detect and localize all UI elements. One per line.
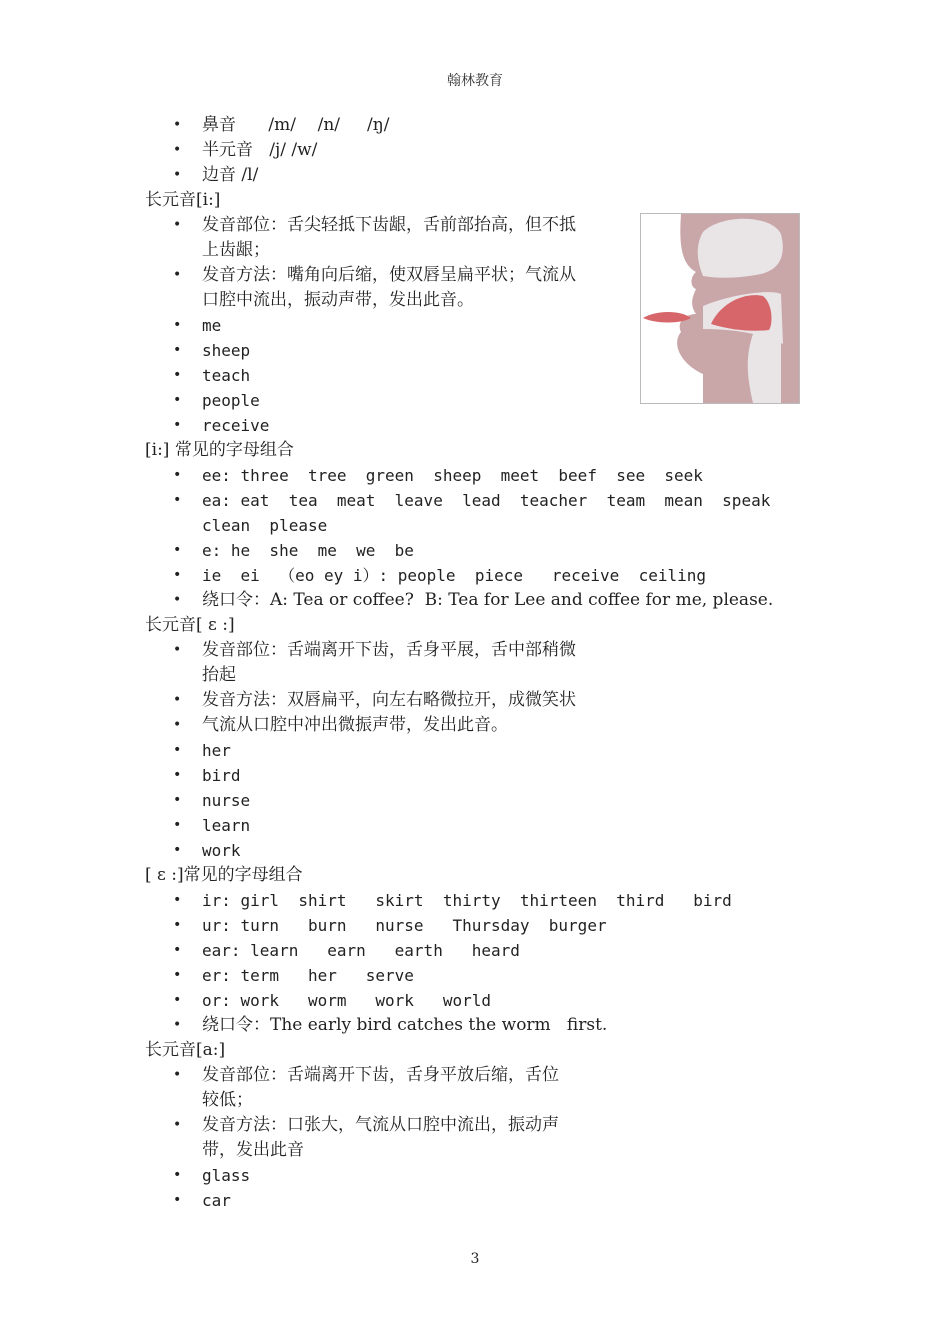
list-item: • ear: learn earn earth heard (145, 938, 825, 963)
list-item: • e: he she me we be (145, 538, 825, 563)
list-item: • er: term her serve (145, 963, 825, 988)
section-heading: [i:] 常见的字母组合 (145, 440, 294, 460)
list-item: • teach (145, 363, 825, 388)
list-item: • 发音方法：双唇扁平，向左右略微拉开，成微笑状 (145, 688, 825, 713)
list-item: • bird (145, 763, 825, 788)
list-item: • 半元音 /j/ /w/ (145, 138, 825, 163)
list-item: • her (145, 738, 825, 763)
list-item-continuation: 口腔中流出，振动声带，发出此音。 (202, 290, 474, 310)
list-item-continuation: 抬起 (202, 665, 236, 685)
list-item: • car (145, 1188, 825, 1213)
list-item: • glass (145, 1163, 825, 1188)
list-item: • 鼻音 /m/ /n/ /ŋ/ (145, 113, 825, 138)
list-item-continuation: 带，发出此音 (202, 1140, 304, 1160)
mouth-diagram-figure (640, 213, 800, 404)
list-item: • sheep (145, 338, 825, 363)
page-number: 3 (470, 1251, 480, 1267)
list-item: • 绕口令：The early bird catches the worm first. (145, 1013, 825, 1038)
list-item: • ea: eat tea meat leave lead teacher team mean speak (145, 488, 825, 513)
section-heading: 长元音[ ɛ :] (145, 615, 235, 635)
section-heading: 长元音[a:] (145, 1040, 226, 1060)
section-heading: [ ɛ :]常见的字母组合 (145, 865, 303, 885)
section-heading: 长元音[i:] (145, 190, 221, 210)
list-item: • ur: turn burn nurse Thursday burger (145, 913, 825, 938)
list-item: • ir: girl shirt skirt thirty thirteen third bird (145, 888, 825, 913)
list-item: • 发音部位：舌端离开下齿，舌身平放后缩，舌位 (145, 1063, 825, 1088)
list-item: • 发音部位：舌尖轻抵下齿龈，舌前部抬高，但不抵 (145, 213, 825, 238)
page-header: 翰林教育 (447, 73, 503, 89)
list-item: • 绕口令：A: Tea or coffee? B: Tea for Lee and coffee for me, please. (145, 588, 825, 613)
list-item: • learn (145, 813, 825, 838)
list-item-continuation: 上齿龈； (202, 240, 270, 260)
list-item: • 边音 /l/ (145, 163, 825, 188)
list-item: • or: work worm work world (145, 988, 825, 1013)
mouth-cross-section-icon (641, 214, 799, 403)
list-item: • ie ei （eo ey i）: people piece receive ceiling (145, 563, 825, 588)
list-item: • people (145, 388, 825, 413)
list-item: • nurse (145, 788, 825, 813)
list-item-continuation: 较低； (202, 1090, 253, 1110)
list-item: • 发音方法：嘴角向后缩，使双唇呈扁平状；气流从 (145, 263, 825, 288)
list-item: • 发音方法：口张大，气流从口腔中流出，振动声 (145, 1113, 825, 1138)
list-item-continuation: clean please (202, 516, 328, 535)
list-item: • ee: three tree green sheep meet beef see seek (145, 463, 825, 488)
list-item: • work (145, 838, 825, 863)
list-item: • 气流从口腔中冲出微振声带，发出此音。 (145, 713, 825, 738)
list-item: • receive (145, 413, 825, 438)
list-item: • 发音部位：舌端离开下齿，舌身平展，舌中部稍微 (145, 638, 825, 663)
list-item: • me (145, 313, 825, 338)
